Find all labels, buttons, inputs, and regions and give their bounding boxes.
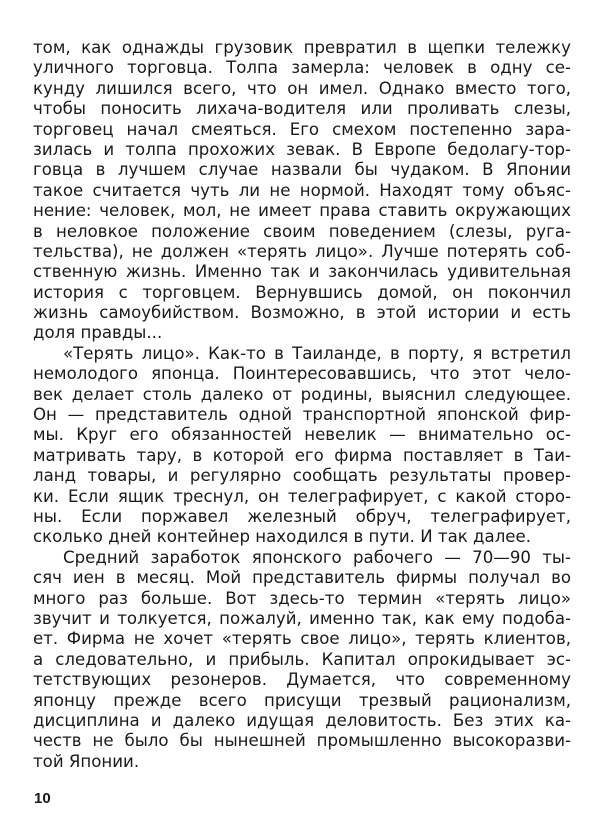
text-line: такое считается чуть ли не нормой. Находят тому объяс-: [33, 180, 571, 200]
text-line: торговец начал смеяться. Его смехом постепенно зара-: [33, 119, 571, 139]
text-line: сколько дней контейнер находился в пути. И так далее.: [33, 527, 531, 547]
paragraph: [33, 548, 571, 772]
page-body: [33, 38, 571, 772]
text-line: ки. Если ящик треснул, он телеграфирует, с какой сторо-: [33, 486, 571, 506]
text-line: нение: человек, мол, не имеет права ставить окружающих: [33, 201, 571, 221]
text-line: Он — представитель одной транспортной японской фир-: [33, 405, 571, 425]
text-line: в неловкое положение своим поведением (слезы, руга-: [33, 221, 571, 241]
text-line: той Японии.: [33, 751, 140, 771]
text-line: уличного торговца. Толпа замерла: человек в одну се-: [33, 58, 571, 78]
text-line: жизнь самоубийством. Возможно, в этой истории и есть: [33, 303, 571, 323]
text-line: сяч иен в месяц. Мой представитель фирмы получал во: [33, 568, 571, 588]
text-line: ны. Если поржавел железный обруч, телеграфирует,: [33, 506, 571, 526]
text-line: говца в лучшем случае назвали бы чудаком. В Японии: [33, 160, 571, 180]
text-line: тельства), не должен «терять лицо». Лучше потерять соб-: [33, 241, 571, 261]
paragraph: [33, 38, 571, 344]
page-number: 10: [34, 790, 51, 807]
text-line: том, как однажды грузовик превратил в щепки тележку: [33, 38, 571, 57]
text-line: ет. Фирма не хочет «терять свое лицо», терять клиентов,: [33, 629, 571, 649]
text-line: звучит и толкуется, пожалуй, именно так, как ему подоба-: [33, 608, 571, 628]
text-line: мы. Круг его обязанностей невелик — внимательно ос-: [33, 425, 571, 445]
text-line: зилась и толпа прохожих зевак. В Европе бедолагу-тор-: [33, 139, 571, 159]
text-line: дисциплина и далеко идущая деловитость. Без этих ка-: [33, 710, 571, 730]
text-line: «Терять лицо». Как-то в Таиланде, в порту, я встретил: [63, 343, 571, 363]
text-line: чтобы поносить лихача-водителя или проливать слезы,: [33, 99, 571, 119]
text-line: кунду лишился всего, что он имел. Однако вместо того,: [33, 78, 571, 98]
text-line: век делает столь далеко от родины, выяснил следующее.: [33, 384, 571, 404]
text-line: японцу прежде всего присущи трезвый рационализм,: [33, 690, 571, 710]
text-line: честв не было бы нынешней промышленно высокоразви-: [33, 731, 571, 751]
text-line: доля правды...: [33, 323, 163, 343]
text-line: немолодого японца. Поинтересовавшись, что этот чело-: [33, 364, 571, 384]
text-line: а следовательно, и прибыль. Капитал опрокидывает эс-: [33, 649, 571, 669]
paragraph: [33, 344, 571, 548]
text-line: матривать тару, в которой его фирма поставляет в Таи-: [33, 445, 571, 465]
text-line: ланд товары, и регулярно сообщать результаты провер-: [33, 466, 571, 486]
text-line: Средний заработок японского рабочего — 70—90 ты-: [63, 547, 571, 567]
text-line: тетствующих резонеров. Думается, что современному: [33, 670, 571, 690]
text-line: история с торговцем. Вернувшись домой, он покончил: [33, 282, 571, 302]
text-line: много раз больше. Вот здесь-то термин «терять лицо»: [33, 588, 571, 608]
text-line: ственную жизнь. Именно так и закончилась удивительная: [33, 262, 571, 282]
